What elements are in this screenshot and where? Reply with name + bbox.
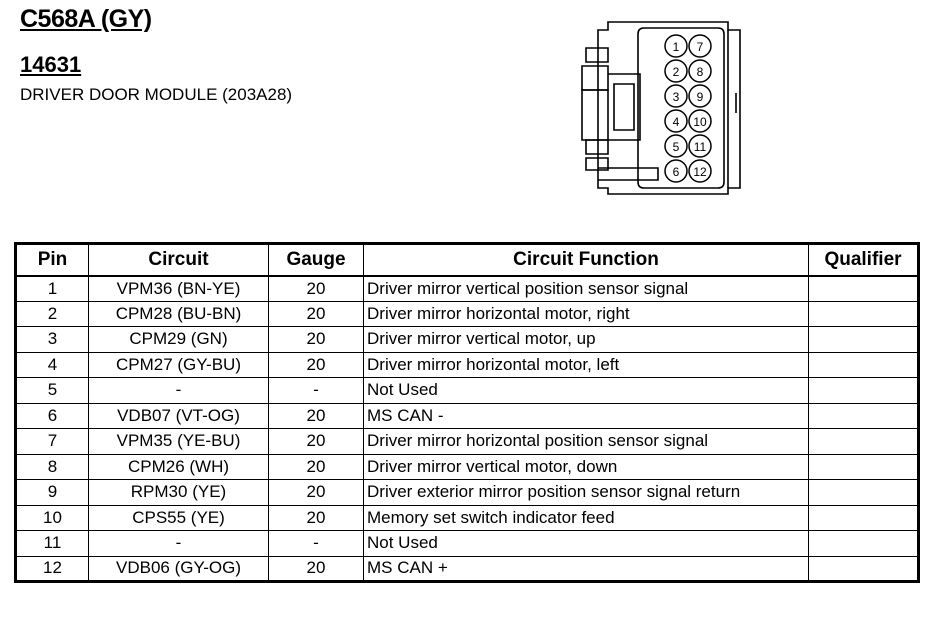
- gauge-cell: -: [269, 531, 364, 557]
- circuit-cell: CPM29 (GN): [89, 327, 269, 353]
- qualifier-cell: [809, 327, 919, 353]
- pin-cell: 7: [16, 429, 89, 455]
- pin-number-label: 6: [672, 165, 680, 179]
- pin-table-body: [16, 276, 919, 582]
- gauge-cell: -: [269, 378, 364, 404]
- pin-table-container: [14, 242, 920, 583]
- pin-number-label: 3: [672, 90, 680, 104]
- pin-cell: 9: [16, 480, 89, 506]
- table-row: [16, 480, 919, 506]
- qualifier-cell: [809, 429, 919, 455]
- circuit-cell: CPM28 (BU-BN): [89, 301, 269, 327]
- pin-table: [14, 242, 920, 583]
- circuit-cell: VDB07 (VT-OG): [89, 403, 269, 429]
- qualifier-cell: [809, 276, 919, 302]
- circuit-function-cell: Driver exterior mirror position sensor signal return: [364, 480, 809, 506]
- connector-face-diagram: [578, 18, 758, 198]
- pin-number-label: 7: [696, 40, 704, 54]
- qualifier-cell: [809, 301, 919, 327]
- circuit-function-cell: Driver mirror vertical motor, up: [364, 327, 809, 353]
- connector-id: C568A (GY): [20, 5, 152, 33]
- circuit-cell: -: [89, 531, 269, 557]
- qualifier-cell: [809, 352, 919, 378]
- gauge-cell: 20: [269, 403, 364, 429]
- qualifier-cell: [809, 454, 919, 480]
- table-header-row: [16, 244, 919, 276]
- pin-circles: [665, 35, 711, 182]
- circuit-cell: RPM30 (YE): [89, 480, 269, 506]
- circuit-function-cell: MS CAN -: [364, 403, 809, 429]
- gauge-cell: 20: [269, 327, 364, 353]
- gauge-cell: 20: [269, 480, 364, 506]
- circuit-function-cell: Driver mirror vertical motor, down: [364, 454, 809, 480]
- header-circuit: Circuit: [89, 244, 269, 276]
- circuit-function-cell: Memory set switch indicator feed: [364, 505, 809, 531]
- pin-number-label: 4: [672, 115, 680, 129]
- gauge-cell: 20: [269, 429, 364, 455]
- table-row: [16, 276, 919, 302]
- connector-description: DRIVER DOOR MODULE (203A28): [20, 85, 293, 104]
- header-pin: Pin: [16, 244, 89, 276]
- pin-cell: 2: [16, 301, 89, 327]
- pin-number-label: 8: [696, 65, 704, 79]
- qualifier-cell: [809, 480, 919, 506]
- circuit-cell: -: [89, 378, 269, 404]
- circuit-cell: VDB06 (GY-OG): [89, 556, 269, 582]
- pin-cell: 11: [16, 531, 89, 557]
- circuit-cell: CPS55 (YE): [89, 505, 269, 531]
- gauge-cell: 20: [269, 276, 364, 302]
- table-row: [16, 352, 919, 378]
- pin-cell: 12: [16, 556, 89, 582]
- circuit-cell: VPM35 (YE-BU): [89, 429, 269, 455]
- pin-number-label: 12: [693, 165, 707, 179]
- pin-cell: 5: [16, 378, 89, 404]
- gauge-cell: 20: [269, 556, 364, 582]
- table-row: [16, 505, 919, 531]
- header-circuit-function: Circuit Function: [364, 244, 809, 276]
- qualifier-cell: [809, 531, 919, 557]
- circuit-function-cell: Not Used: [364, 378, 809, 404]
- circuit-function-cell: Driver mirror horizontal motor, right: [364, 301, 809, 327]
- pin-cell: 6: [16, 403, 89, 429]
- header-gauge: Gauge: [269, 244, 364, 276]
- circuit-function-cell: Driver mirror vertical position sensor signal: [364, 276, 809, 302]
- table-row: [16, 301, 919, 327]
- part-number: 14631: [20, 52, 82, 77]
- pin-number-label: 9: [696, 90, 704, 104]
- circuit-cell: VPM36 (BN-YE): [89, 276, 269, 302]
- gauge-cell: 20: [269, 454, 364, 480]
- pin-cell: 10: [16, 505, 89, 531]
- qualifier-cell: [809, 378, 919, 404]
- qualifier-cell: [809, 505, 919, 531]
- pin-cell: 8: [16, 454, 89, 480]
- table-row: [16, 454, 919, 480]
- pin-cell: 1: [16, 276, 89, 302]
- pin-number-label: 5: [672, 140, 680, 154]
- gauge-cell: 20: [269, 352, 364, 378]
- table-row: [16, 378, 919, 404]
- circuit-cell: CPM27 (GY-BU): [89, 352, 269, 378]
- pin-cell: 4: [16, 352, 89, 378]
- pin-number-label: 11: [693, 140, 707, 154]
- header-qualifier: Qualifier: [809, 244, 919, 276]
- gauge-cell: 20: [269, 301, 364, 327]
- circuit-function-cell: Driver mirror horizontal motor, left: [364, 352, 809, 378]
- pin-number-label: 1: [672, 40, 680, 54]
- circuit-cell: CPM26 (WH): [89, 454, 269, 480]
- qualifier-cell: [809, 403, 919, 429]
- circuit-function-cell: Not Used: [364, 531, 809, 557]
- pin-number-label: 10: [693, 115, 707, 129]
- pin-cell: 3: [16, 327, 89, 353]
- qualifier-cell: [809, 556, 919, 582]
- table-row: [16, 403, 919, 429]
- table-row: [16, 429, 919, 455]
- circuit-function-cell: MS CAN +: [364, 556, 809, 582]
- circuit-function-cell: Driver mirror horizontal position sensor signal: [364, 429, 809, 455]
- pin-number-label: 2: [672, 65, 680, 79]
- gauge-cell: 20: [269, 505, 364, 531]
- table-row: [16, 556, 919, 582]
- table-row: [16, 531, 919, 557]
- table-row: [16, 327, 919, 353]
